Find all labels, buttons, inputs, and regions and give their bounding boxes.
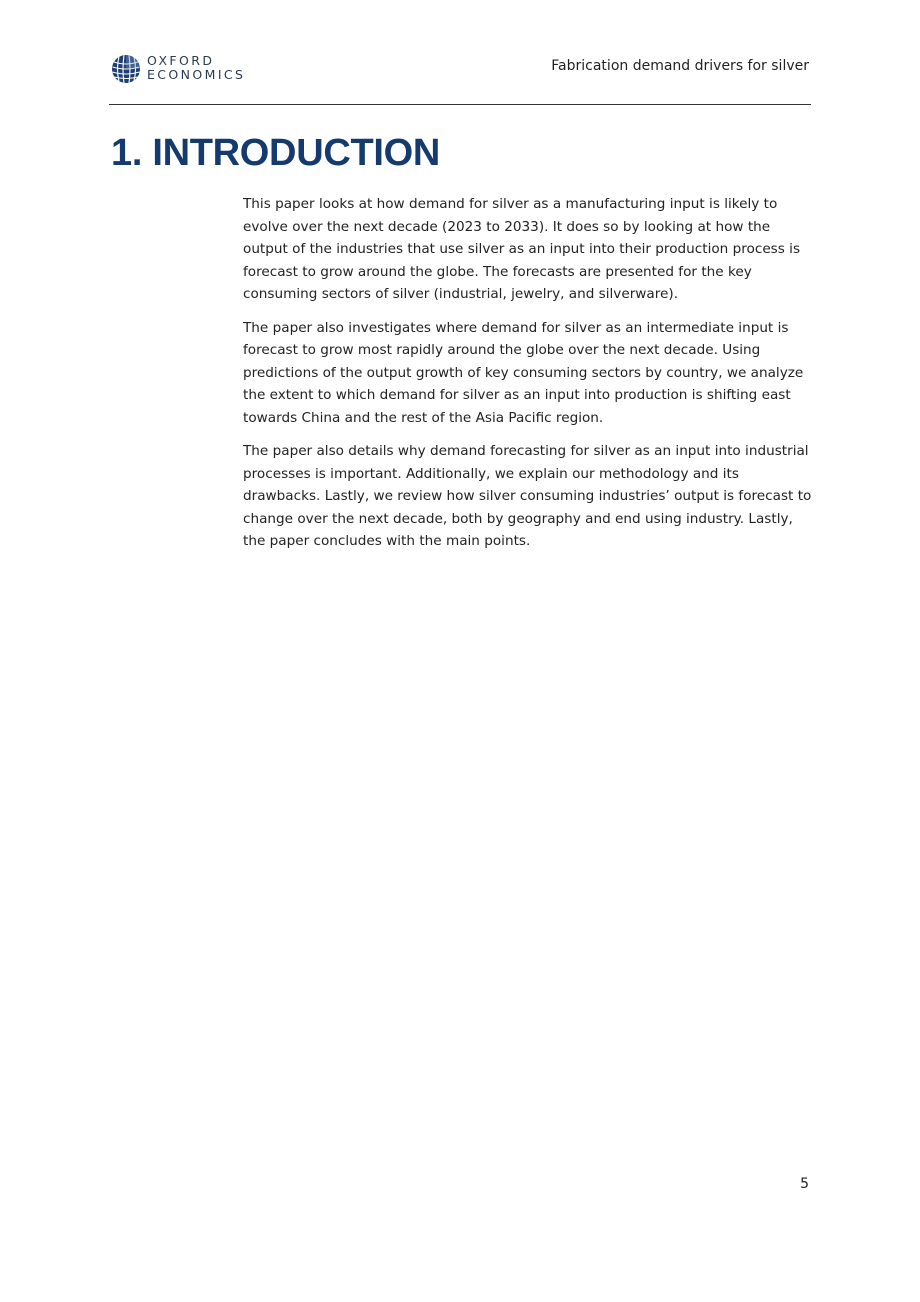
header-divider xyxy=(109,104,811,105)
oxford-economics-logo xyxy=(111,54,251,86)
paragraph: This paper looks at how demand for silver as a manufacturing input is likely to evolve over the next decade (2023 to 2033). It does so by looking at how the output of the industries that use silver as an input into their production process is forecast to grow around the globe. The forecasts are presented for the key consuming sectors of silver (industrial, jewelry, and silverware). xyxy=(243,196,801,302)
logo-wordmark xyxy=(147,54,257,82)
globe-icon xyxy=(111,54,141,84)
page-number: 5 xyxy=(800,1176,809,1192)
logo-line-2: ECONOMICS xyxy=(147,67,246,82)
paragraph: The paper also details why demand forecasting for silver as an input into industrial processes is important. Additionally, we explain our methodology and its drawbacks. Lastly, we review how silver consuming industries’ output is forecast to change over the next decade, both by geography and end using industry. Lastly, the paper concludes with the main points. xyxy=(243,443,812,549)
body-text xyxy=(243,193,818,564)
logo-line-1: OXFORD xyxy=(147,53,215,68)
paragraph: The paper also investigates where demand for silver as an intermediate input is forecast to grow most rapidly around the globe over the next decade. Using predictions of the output growth of key consuming sectors by country, we analyze the extent to which demand for silver as an input into production is shifting east towards China and the rest of the Asia Pacific region. xyxy=(243,319,804,426)
section-title: 1. INTRODUCTION xyxy=(111,132,441,174)
running-title: Fabrication demand drivers for silver xyxy=(551,58,809,74)
